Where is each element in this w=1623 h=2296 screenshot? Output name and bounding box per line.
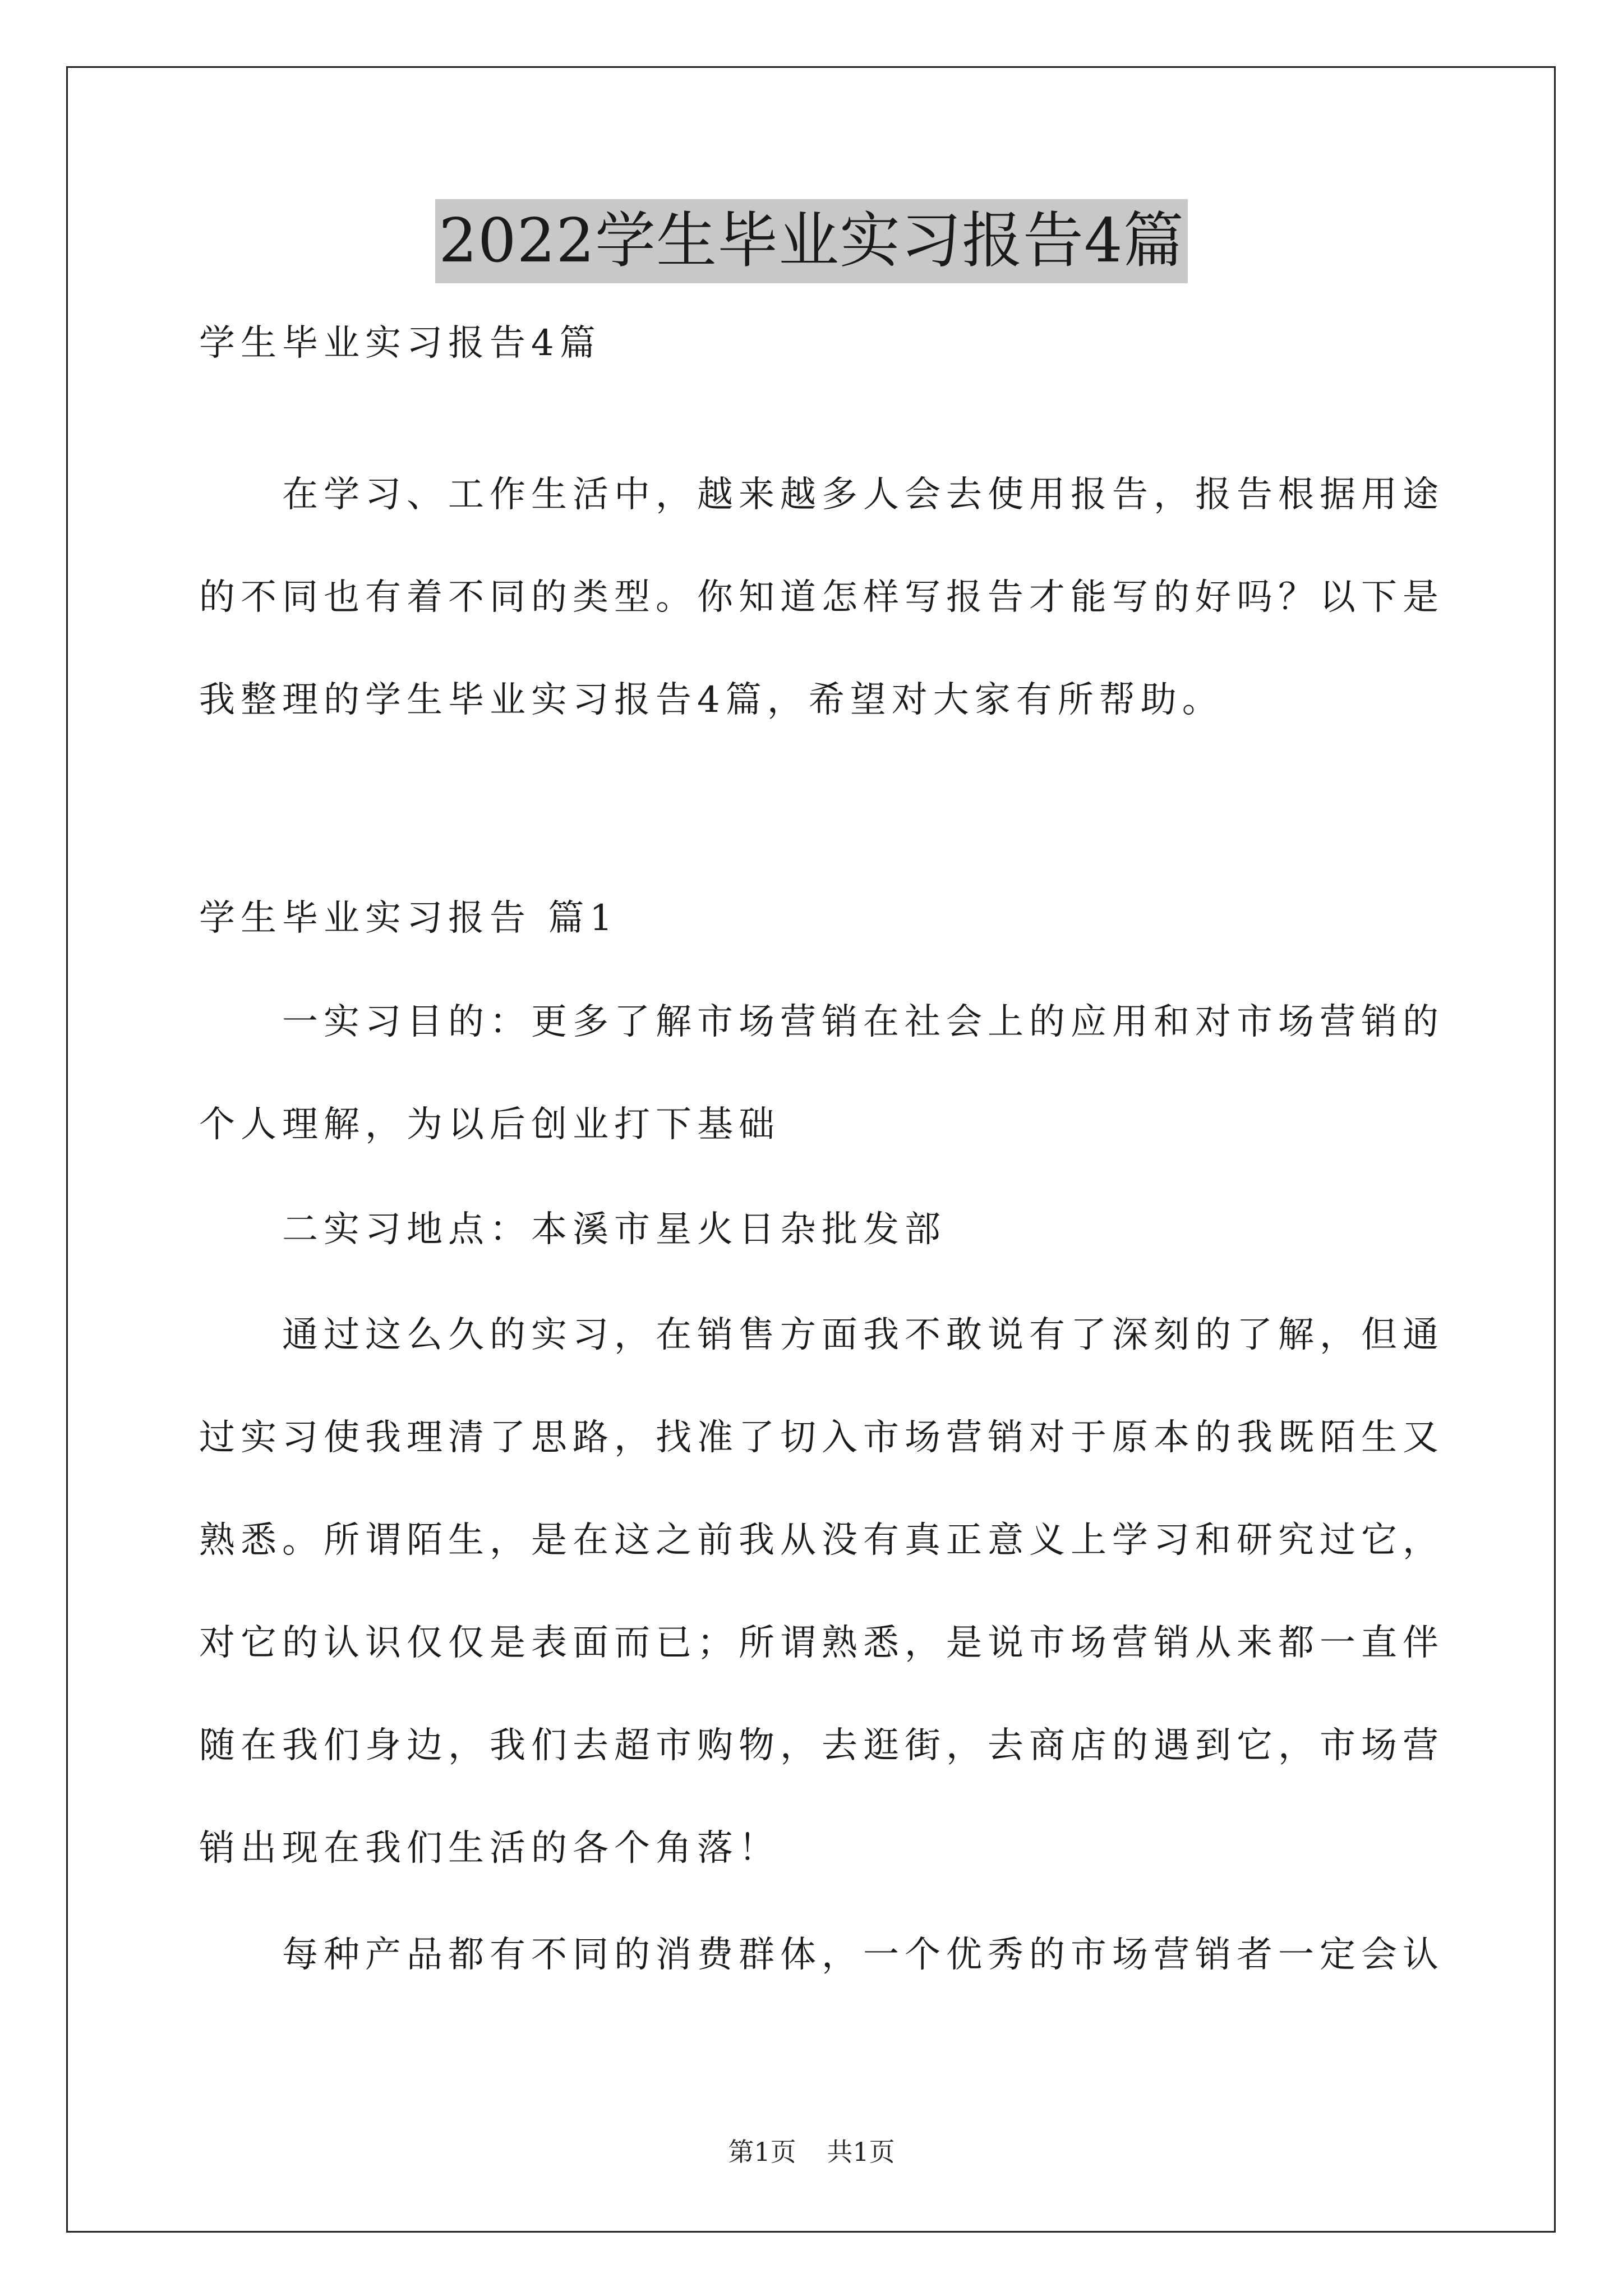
page-total: 共1页: [827, 2137, 895, 2167]
paragraph-line: 熟悉。所谓陌生，是在这之前我从没有真正意义上学习和研究过它，: [199, 1520, 1444, 1561]
paragraph-line: 随在我们身边，我们去超市购物，去逛街，去商店的遇到它，市场营: [199, 1725, 1444, 1766]
paragraph-line: 每种产品都有不同的消费群体，一个优秀的市场营销者一定会认: [282, 1934, 1444, 1976]
title-container: [0, 199, 1623, 283]
page-border: [66, 66, 1556, 2233]
intro-line: 在学习、工作生活中，越来越多人会去使用报告，报告根据用途: [282, 474, 1444, 516]
intro-line: 我整理的学生毕业实习报告4篇，希望对大家有所帮助。: [199, 679, 1224, 721]
subtitle: 学生毕业实习报告4篇: [199, 323, 601, 364]
section-heading: 学生毕业实习报告 篇1: [199, 898, 619, 939]
paragraph-line: 通过这么久的实习，在销售方面我不敢说有了深刻的了解，但通: [282, 1314, 1444, 1356]
purpose-line: 一实习目的：更多了解市场营销在社会上的应用和对市场营销的: [282, 1001, 1444, 1043]
page-number: 第1页: [728, 2137, 796, 2167]
page-footer: [0, 2132, 1623, 2169]
paragraph-line: 过实习使我理清了思路，找准了切入市场营销对于原本的我既陌生又: [199, 1417, 1444, 1458]
paragraph-line: 对它的认识仅仅是表面而已；所谓熟悉，是说市场营销从来都一直伴: [199, 1622, 1444, 1664]
intro-line: 的不同也有着不同的类型。你知道怎样写报告才能写的好吗？以下是: [199, 577, 1444, 618]
paragraph-line: 销出现在我们生活的各个角落！: [199, 1828, 780, 1869]
document-title: 2022学生毕业实习报告4篇: [435, 199, 1188, 283]
purpose-line: 个人理解，为以后创业打下基础: [199, 1104, 780, 1145]
location-line: 二实习地点：本溪市星火日杂批发部: [282, 1209, 946, 1250]
